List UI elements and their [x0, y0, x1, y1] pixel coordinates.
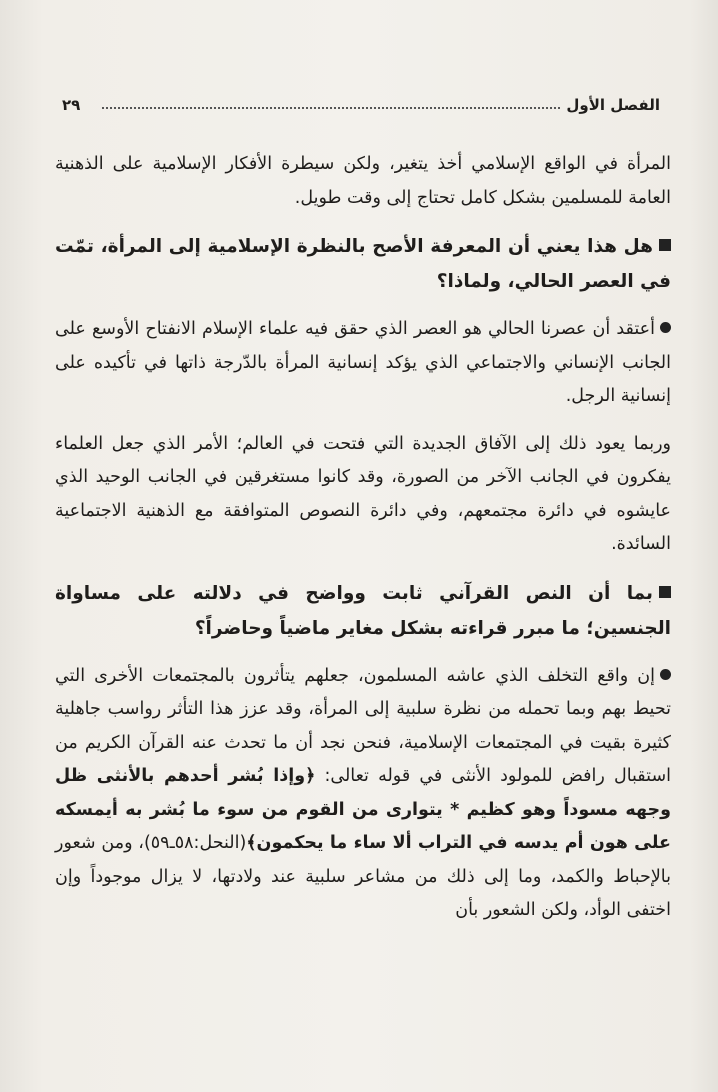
answer-2 [55, 660, 671, 928]
chapter-title: الفصل الأول [566, 96, 660, 114]
round-bullet-icon [660, 669, 671, 680]
answer-1-text: أعتقد أن عصرنا الحالي هو العصر الذي حقق فيه علماء الإسلام الانفتاح الأوسع على الجانب الإنساني والاجتماعي الذي يؤكد إنسانية المرأة بالدّرجة ذاتها في تأكيده على إنسانية الرجل. [55, 319, 671, 406]
page-body [55, 148, 671, 942]
quran-verse: ﴿وإذا بُشر أحدهم بالأنثى ظل وجهه مسوداً وهو كظيم * يتوارى من القوم من سوء ما بُشر به أيمسكه على هون أم يدسه في التراب ألا ساء ما يحكمون﴾ [55, 766, 671, 853]
square-bullet-icon [659, 239, 671, 251]
page-number: ٢٩ [62, 96, 81, 114]
page-header [62, 96, 660, 120]
question-2-text: بما أن النص القرآني ثابت وواضح في دلالته على مساواة الجنسين؛ ما مبرر قراءته بشكل مغاير ماضياً وحاضراً؟ [55, 582, 671, 639]
verse-reference: (النحل:٥٨ـ٥٩)، ومن شعور بالإحباط والكمد، وما إلى ذلك من مشاعر سلبية عند ولادتها، لا يزال موجوداً وإن اختفى الوأد، ولكن الشعور بأن [55, 833, 671, 920]
square-bullet-icon [659, 586, 671, 598]
paragraph-2: وربما يعود ذلك إلى الآفاق الجديدة التي فتحت في العالم؛ الأمر الذي جعل العلماء يفكرون في الجانب الآخر من الصورة، وقد كانوا مستغرقين في الجانب الوحيد الذي عايشوه في دائرة مجتمعهم، وفي دائرة النصوص المتوافقة مع الذهنية الاجتماعية السائدة. [55, 433, 671, 554]
answer-2-intro: إن واقع التخلف الذي عاشه المسلمون، جعلهم يتأثرون بالمجتمعات الأخرى التي تحيط بهم وبما تحمله من نظرة سلبية إلى المرأة، وقد عزز هذا التأثر رواسب جاهلية كثيرة بقيت في المجتمعات الإسلامية، فنحن نجد أن ما تحدث عنه القرآن الكريم من استقبال رافض للمولود الأنثى في قوله تعالى: [55, 665, 671, 786]
answer-1 [55, 313, 671, 414]
question-2 [55, 576, 671, 646]
header-dotted-leader [102, 107, 560, 109]
paragraph-1: المرأة في الواقع الإسلامي أخذ يتغير، ولكن سيطرة الأفكار الإسلامية على الذهنية العامة للمسلمين بشكل كامل تحتاج إلى وقت طويل. [55, 154, 671, 208]
round-bullet-icon [660, 322, 671, 333]
question-1 [55, 229, 671, 299]
question-1-text: هل هذا يعني أن المعرفة الأصح بالنظرة الإسلامية إلى المرأة، تمّت في العصر الحالي، ولماذا؟ [55, 236, 671, 292]
